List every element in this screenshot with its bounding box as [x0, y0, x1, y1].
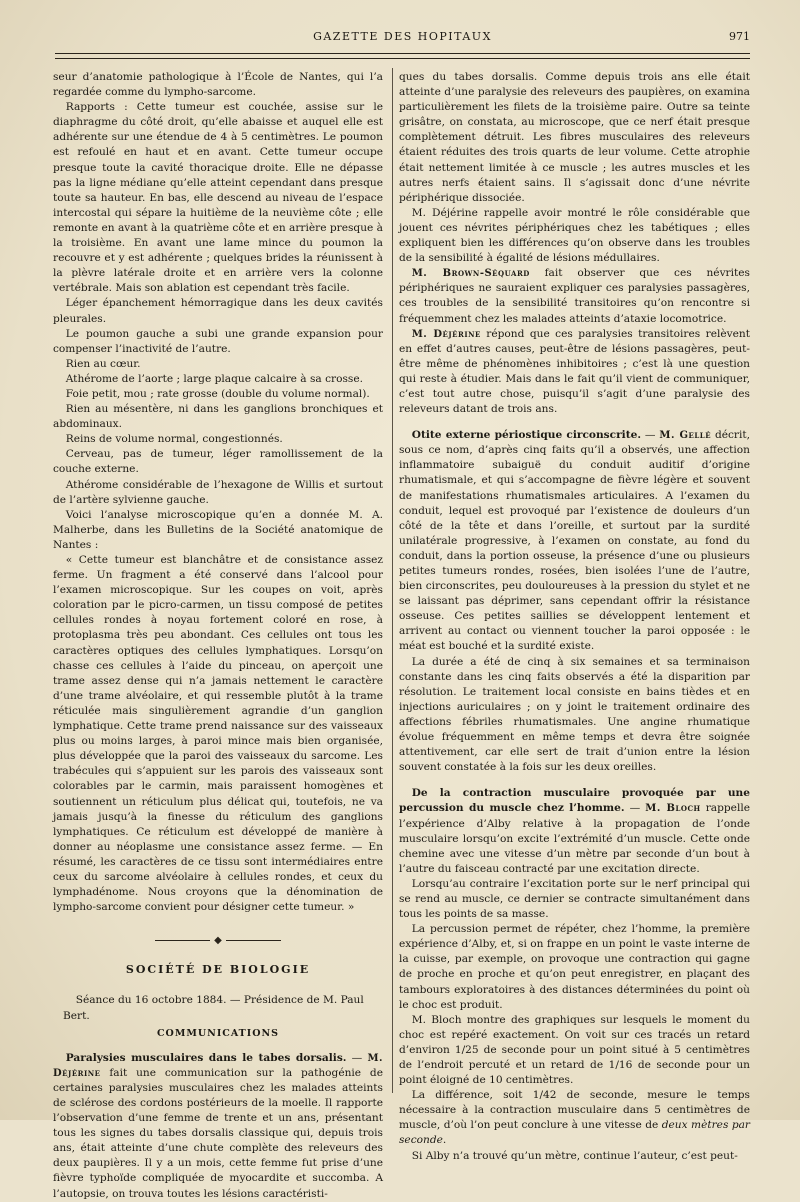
paragraph: ques du tabes dorsalis. Comme depuis trois ans elle était atteinte d’une paralysie des releveurs des paupières, on examina particulièrement les filets de la troisième paire. Outre sa teinte grisâtre, on constata, au microscope, que ce nerf était presque complètement détruit. Les fibres musculaires des releveurs étaient réduites des trois quarts de leur volume. Cette atrophie était nettement limitée à ce muscle ; les autres muscles et les autres nerfs étaient sains. Il s’agissait donc d’une névrite périphérique dissociée.	[399, 71, 750, 204]
paragraph: Rapports : Cette tumeur est couchée, assise sur le diaphragme du côté droit, qu’elle abaisse et auquel elle est adhérente sur une étendue de 4 à 5 centimètres. Le poumon est refoulé en haut et en avant. Cette tumeur occupe presque toute la cavité thoracique droite. Elle ne dépasse pas la ligne médiane qu’elle atteint cependant dans presque toute sa hauteur. En bas, elle descend au niveau de l’espace intercostal qui sépare la huitième de la neuvième côte ; elle remonte en avant à la quatrième côte et en arrière presque à la troisième. En avant une lame mince du poumon la recouvre et y est adhérente ; quelques brides la réunissent à la plèvre latérale droite et en arrière vers la colonne vertébrale. Mais son ablation est cependant très facile.	[53, 101, 383, 295]
author-name: M. Déjérine	[411, 328, 481, 340]
right-column	[399, 70, 750, 1164]
paragraph: « Cette tumeur est blanchâtre et de consistance assez ferme. Un fragment a été conservé dans l’alcool pour l’examen microscopique. Sur les coupes on voit, après coloration par le picro-carmen, un tissu composé de petites cellules rondes à noyau fortement coloré en rose, à protoplasma très peu abondant. Ces cellules ont tous les caractères optiques des cellules lymphatiques. Lorsqu’on chasse ces cellules à l’aide du pinceau, on aperçoit une trame assez dense qui n’a jamais nettement le caractère d’une trame alvéolaire, et qui ressemble plutôt à la trame réticulée mais singulièrement agrandie d’un ganglion lymphatique. Cette trame prend naissance sur des vaisseaux plus ou moins larges, à paroi mince mais bien organisée, plus développée que la paroi des vaisseaux du sarcome. Les trabécules qui s’appuient sur les parois des vaisseaux sont colorables par le carmin, mais paraissent homogènes et soutiennent un réticulum plus délicat qui, toutefois, ne va jamais jusqu’à la finesse du réticulum des ganglions lymphatiques. Ce réticulum est développé de manière à donner au néoplasme une consistance assez ferme. — En résumé, les caractères de ce tissu sont intermédiaires entre ceux du sarcome alvéolaire à cellules rondes, et ceux du lymphadénome. Nous croyons que la dénomination de lympho-sarcome convient pour désigner cette tumeur. »	[53, 554, 383, 914]
page-number: 971	[729, 30, 750, 43]
journal-title: GAZETTE DES HOPITAUX	[313, 30, 492, 43]
ornament-diamond-icon: ◆	[214, 935, 222, 947]
paragraph: Lorsqu’au contraire l’excitation porte sur le nerf principal qui se rend au muscle, ce dernier se contracte simultanément dans tous les points de sa masse.	[399, 877, 750, 921]
paragraph: Léger épanchement hémorragique dans les deux cavités pleurales.	[53, 297, 383, 325]
left-column	[53, 70, 383, 1202]
paragraph: Rien au mésentère, ni dans les ganglions bronchiques et abdominaux.	[53, 403, 383, 431]
ornament-line	[226, 940, 281, 941]
author-name: M. Gellé	[659, 430, 712, 442]
paragraph: Le poumon gauche a subi une grande expansion pour compenser l’inactivité de l’autre.	[53, 327, 383, 355]
paragraph: Athérome considérable de l’hexagone de Willis et surtout de l’artère sylvienne gauche.	[53, 478, 383, 506]
paragraph-text: fait observer que ces névrites périphériques ne sauraient expliquer ces paralysies passagères, ces troubles de la sensibilité transitoires qu’on rencontre si fréquemment chez les malades atteints d’ataxie locomotrice.	[399, 267, 750, 325]
article-title: Paralysies musculaires dans le tabes dorsalis.	[65, 1051, 347, 1064]
column-divider	[392, 68, 393, 1093]
paragraph: Cerveau, pas de tumeur, léger ramollissement de la couche externe.	[53, 448, 383, 476]
paragraph-paralysies	[53, 1051, 383, 1202]
paragraph-otite	[399, 428, 750, 654]
section-ornament	[53, 933, 383, 948]
ornament-line	[155, 940, 210, 941]
paragraph-text: rappelle l’expérience d’Alby relative à la propagation de l’onde musculaire lorsqu’on excite l’extrémité d’un muscle. Cette onde chemine avec une vitesse d’un mètre par seconde d’un bout à l’autre du faisceau contracté par une excitation directe.	[399, 802, 750, 875]
author-name: M. Déjérine	[53, 1052, 383, 1079]
paragraph-text: .	[442, 1134, 447, 1147]
dash: —	[346, 1051, 368, 1064]
header-rule-thick	[55, 53, 750, 54]
communications-heading: COMMUNICATIONS	[156, 1027, 280, 1039]
paragraph	[399, 1088, 750, 1148]
paragraph-text: décrit, sous ce nom, d’après cinq faits qu’il a observés, une affection inflammatoire subaiguë du conduit auditif d’origine rhumatismale, et qui s’accompagne de fièvre légère et souvent de manifestations rhumatismales articulaires. A l’examen du conduit, lequel est provoqué par l’existence de douleurs d’un côté de la tête et dans l’oreille, et surtout par la surdité unilatérale progressive, à l’examen on constate, au fond du conduit, dans la portion osseuse, la présence d’une ou plusieurs petites tumeurs rondes, rosées, bien isolées l’une de l’autre, bien circonscrites, peu douloureuses à la pression du stylet et ne se laissant pas déprimer, sans cependant offrir la résistance osseuse. Ces petites saillies se développent lentement et arrivent au contact ou viennent toucher la paroi opposée : le méat est bouché et la surdité existe.	[399, 429, 750, 653]
dash: —	[624, 802, 646, 815]
header-rule-thin	[55, 58, 750, 59]
paragraph: Foie petit, mou ; rate grosse (double du volume normal).	[65, 387, 370, 400]
paragraph-text: fait une communication sur la pathogénie de certaines paralysies musculaires chez les malades atteints de sclérose des cordons postérieurs de la moelle. Il rapporte l’observation d’une femme de trente et un ans, présentant tous les signes du tabes dorsalis classique qui, depuis trois ans, était atteinte d’une chute complète des releveurs des deux paupières. Il y a un mois, cette femme fut prise d’une fièvre typhoïde compliquée de myocardite et succomba. A l’autopsie, on trouva toutes les lésions caractéristi-	[53, 1066, 383, 1200]
paragraph: Si Alby n’a trouvé qu’un mètre, continue l’auteur, c’est peut-	[411, 1149, 738, 1162]
dash: —	[641, 429, 660, 442]
section-title: SOCIÉTÉ DE BIOLOGIE	[125, 963, 311, 977]
paragraph: Athérome de l’aorte ; large plaque calcaire à sa crosse.	[65, 372, 363, 385]
emphasis: deux mètres par seconde	[399, 1119, 750, 1147]
paragraph: M. Bloch montre des graphiques sur lesquels le moment du choc est repéré exactement. On voit sur ces tracés un retard d’environ 1/25 de seconde pour un point situé à 5 centimètres de l’endroit percuté et un retard de 1/16 de seconde pour un point éloigné de 10 centimètres.	[399, 1013, 750, 1087]
paragraph: La durée a été de cinq à six semaines et sa terminaison constante dans les cinq faits observés a été la disparition par résolution. Le traitement local consiste en bains tièdes et en injections auriculaires ; on y joint le traitement ordinaire des affections fébriles rhumatismales. Une angine rhumatique évolue fréquemment en même temps et devra être soignée attentivement, car elle sert de trait d’union entre la lésion souvent constatée à la fois sur les deux oreilles.	[399, 655, 750, 774]
paragraph-text: La différence, soit 1/42 de seconde, mesure le temps nécessaire à la contraction musculaire dans 5 centimètres de muscle, d’où l’on peut conclure à une vitesse de	[399, 1089, 750, 1132]
paragraph: La percussion permet de répéter, chez l’homme, la première expérience d’Alby, et, si on frappe en un point le vaste interne de la cuisse, par exemple, on provoque une contraction qui gagne de proche en proche et qu’on peut enregistrer, en plaçant des tambours exploratoires à des distances déterminées du point où le choc est produit.	[399, 923, 750, 1011]
seance-line: Séance du 16 octobre 1884. — Présidence de M. Paul Bert.	[63, 994, 364, 1022]
article-title: De la contraction musculaire provoquée par une percussion du muscle chez l’homme.	[399, 787, 750, 815]
paragraph	[399, 266, 750, 326]
paragraph: Reins de volume normal, congestionnés.	[65, 433, 283, 446]
paragraph: Rien au cœur.	[65, 357, 141, 370]
paragraph-text: répond que ces paralysies transitoires relèvent en effet d’autres causes, peut-être de lésions passagères, peut-être même de phénomènes inhibitoires ; c’est là une question qui reste à étudier. Mais dans le fait qu’il vient de communiquer, c’est tout autre chose, puisqu’il s’agit d’une paralysie des releveurs datant de trois ans.	[399, 327, 750, 416]
paragraph: seur d’anatomie pathologique à l’École de Nantes, qui l’a regardée comme du lympho-sarcome.	[53, 71, 383, 99]
paragraph: M. Déjérine rappelle avoir montré le rôle considérable que jouent ces névrites périphériques chez les tabétiques ; elles expliquent bien les différences qu’on observe dans les troubles de la sensibilité à égalité de lésions médullaires.	[399, 206, 750, 265]
article-title: Otite externe périostique circonscrite.	[411, 429, 642, 442]
author-name: M. Bloch	[645, 803, 701, 815]
author-name: M. Brown-Séquard	[411, 268, 530, 280]
page-header	[55, 30, 750, 52]
paragraph-contraction	[399, 786, 750, 877]
paragraph: Voici l’analyse microscopique qu’en a donnée M. A. Malherbe, dans les Bulletins de la Société anatomique de Nantes :	[53, 508, 383, 551]
paragraph	[399, 327, 750, 418]
